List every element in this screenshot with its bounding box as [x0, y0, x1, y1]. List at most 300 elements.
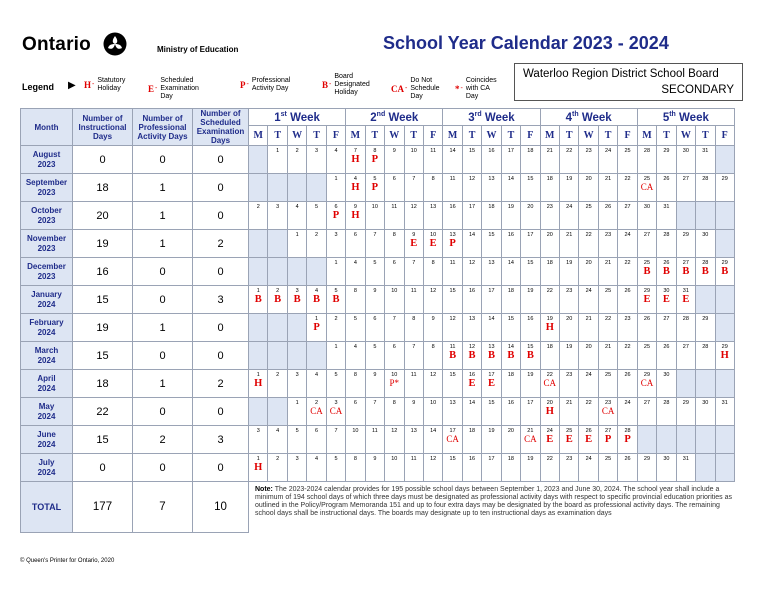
day-number: 12 — [449, 316, 456, 322]
day-number: 5 — [373, 344, 377, 350]
day-number: 12 — [430, 288, 437, 294]
day-number: 3 — [295, 456, 299, 462]
day-number: 25 — [643, 176, 651, 182]
month-name — [21, 314, 73, 342]
empty-day — [715, 370, 734, 398]
calendar-day — [443, 454, 462, 482]
day-number: 12 — [430, 456, 437, 462]
calendar-day — [385, 146, 404, 174]
calendar-day — [501, 342, 520, 370]
calendar-day — [249, 202, 268, 230]
calendar-day — [423, 398, 442, 426]
day-number: 30 — [702, 400, 709, 406]
calendar-day — [657, 258, 676, 286]
day-number: 1 — [295, 400, 299, 406]
day-number: 29 — [682, 400, 689, 406]
calendar-day — [365, 454, 384, 482]
calendar-day — [637, 202, 656, 230]
calendar-day — [715, 258, 734, 286]
week-word: Week — [581, 111, 612, 124]
day-number: 31 — [682, 288, 689, 294]
calendar-day — [287, 202, 306, 230]
calendar-day — [501, 286, 520, 314]
legend-code: CA — [391, 84, 404, 94]
empty-day — [268, 230, 287, 258]
weekday-header: W — [676, 126, 695, 146]
day-number: 3 — [334, 400, 338, 406]
calendar-day — [346, 426, 365, 454]
board-info-box — [514, 63, 743, 101]
calendar-day — [598, 454, 617, 482]
day-number: 13 — [468, 316, 476, 322]
legend-item: B - Board Designated Holiday — [322, 73, 370, 96]
day-code: P — [604, 434, 612, 445]
week-header — [249, 109, 346, 126]
week-number: 1 — [274, 111, 281, 124]
calendar-day — [598, 258, 617, 286]
day-count-prof: 0 — [133, 258, 193, 286]
day-count-prof: 1 — [133, 314, 193, 342]
calendar-day — [462, 202, 481, 230]
calendar-day — [657, 230, 676, 258]
day-number: 14 — [449, 148, 456, 154]
calendar-day — [404, 426, 423, 454]
week-suffix: th — [572, 110, 579, 118]
day-code: H — [545, 406, 554, 417]
calendar-day — [443, 286, 462, 314]
month-year: 2023 — [37, 187, 56, 197]
calendar-day — [657, 342, 676, 370]
month-label: April — [37, 373, 56, 383]
day-number: 7 — [412, 176, 416, 182]
day-count-exam: 2 — [193, 230, 249, 258]
month-year: 2024 — [37, 383, 56, 393]
calendar-day — [365, 342, 384, 370]
ontario-wordmark: Ontario — [22, 34, 91, 55]
day-count-instr: 19 — [73, 230, 133, 258]
day-number: 21 — [566, 232, 573, 238]
day-number: 6 — [392, 176, 396, 182]
day-number: 24 — [585, 456, 592, 462]
calendar-day — [715, 174, 734, 202]
day-number: 21 — [585, 316, 592, 322]
column-header — [193, 109, 249, 146]
day-number: 3 — [295, 372, 299, 378]
calendar-day — [579, 454, 598, 482]
day-number: 12 — [410, 204, 417, 210]
calendar-day — [501, 454, 520, 482]
month-row — [21, 454, 735, 482]
day-number: 1 — [334, 176, 338, 182]
day-number: 9 — [373, 288, 377, 294]
day-number: 24 — [624, 232, 631, 238]
day-number: 4 — [315, 372, 319, 378]
month-name — [21, 426, 73, 454]
calendar-day — [462, 258, 481, 286]
day-count-instr: 15 — [73, 342, 133, 370]
calendar-table — [20, 108, 735, 533]
calendar-day — [560, 286, 579, 314]
day-number: 19 — [527, 288, 534, 294]
day-number: 27 — [663, 316, 670, 322]
day-count-prof: 0 — [133, 454, 193, 482]
calendar-day — [482, 426, 501, 454]
day-number: 10 — [430, 400, 437, 406]
day-number: 13 — [410, 428, 417, 434]
empty-day — [268, 314, 287, 342]
calendar-day — [404, 230, 423, 258]
calendar-day — [346, 258, 365, 286]
day-number: 2 — [276, 456, 280, 462]
day-code: H — [351, 154, 360, 165]
calendar-day — [346, 230, 365, 258]
calendar-day — [326, 230, 345, 258]
day-number: 10 — [371, 204, 378, 210]
day-number: 5 — [315, 204, 319, 210]
empty-day — [657, 426, 676, 454]
day-code: B — [526, 350, 534, 361]
column-header-label: Month — [34, 122, 59, 132]
day-count-exam: 2 — [193, 370, 249, 398]
day-number: 23 — [605, 232, 612, 238]
day-code: E — [429, 238, 437, 249]
calendar-day — [501, 230, 520, 258]
day-code: B — [507, 350, 515, 361]
day-number: 18 — [488, 204, 495, 210]
legend-arrow-icon: ▶ — [68, 80, 76, 91]
day-number: 8 — [353, 288, 357, 294]
legend-text: Board Designated Holiday — [334, 73, 370, 96]
calendar-day — [326, 314, 345, 342]
calendar-day — [579, 174, 598, 202]
calendar-day — [618, 342, 637, 370]
day-number: 30 — [702, 232, 709, 238]
weekday-header: M — [249, 126, 268, 146]
day-number: 8 — [431, 260, 435, 266]
calendar-day — [268, 202, 287, 230]
calendar-day — [385, 202, 404, 230]
day-number: 3 — [256, 428, 260, 434]
month-label: January — [31, 289, 62, 299]
day-number: 16 — [468, 372, 476, 378]
calendar-day — [579, 314, 598, 342]
calendar-day — [482, 230, 501, 258]
day-code: B — [254, 294, 262, 305]
calendar-day — [365, 230, 384, 258]
calendar-day — [346, 454, 365, 482]
day-number: 29 — [643, 372, 651, 378]
empty-day — [696, 454, 715, 482]
day-code: H — [720, 350, 729, 361]
calendar-day — [637, 370, 656, 398]
month-row — [21, 286, 735, 314]
day-number: 14 — [507, 344, 514, 350]
day-number: 13 — [430, 204, 437, 210]
calendar-day — [560, 454, 579, 482]
day-number: 11 — [410, 372, 417, 378]
day-code: E — [565, 434, 573, 445]
calendar-day — [423, 314, 442, 342]
calendar-day — [287, 370, 306, 398]
day-number: 16 — [507, 232, 514, 238]
calendar-day — [540, 202, 559, 230]
day-number: 6 — [315, 428, 319, 434]
day-count-instr: 18 — [73, 370, 133, 398]
day-number: 15 — [527, 344, 534, 350]
day-number: 9 — [392, 148, 396, 154]
day-number: 7 — [334, 428, 338, 434]
day-code: P — [449, 238, 456, 249]
day-number: 22 — [585, 400, 592, 406]
day-number: 24 — [566, 204, 573, 210]
calendar-day — [598, 314, 617, 342]
day-number: 8 — [353, 456, 357, 462]
day-number: 21 — [605, 344, 612, 350]
day-number: 21 — [546, 148, 553, 154]
calendar-day — [521, 370, 540, 398]
calendar-day — [657, 454, 676, 482]
day-number: 20 — [546, 400, 553, 406]
day-number: 26 — [605, 204, 612, 210]
week-header — [540, 109, 637, 126]
day-number: 26 — [663, 176, 670, 182]
day-number: 29 — [643, 456, 651, 462]
day-code: B — [662, 266, 670, 277]
calendar-day — [501, 202, 520, 230]
calendar-day — [423, 454, 442, 482]
day-number: 4 — [353, 176, 357, 182]
calendar-day — [443, 230, 462, 258]
day-number: 23 — [605, 400, 612, 406]
calendar-day — [482, 314, 501, 342]
day-number: 21 — [566, 400, 573, 406]
legend-code: E — [148, 84, 155, 94]
day-number: 5 — [295, 428, 299, 434]
calendar-day — [462, 174, 481, 202]
day-number: 10 — [391, 288, 398, 294]
empty-day — [307, 342, 326, 370]
day-number: 8 — [392, 232, 396, 238]
calendar-day — [482, 202, 501, 230]
day-number: 3 — [334, 232, 338, 238]
calendar-day — [540, 146, 559, 174]
empty-day — [287, 342, 306, 370]
calendar-day — [696, 398, 715, 426]
day-number: 8 — [412, 316, 416, 322]
day-count-instr: 15 — [73, 426, 133, 454]
calendar-day — [637, 174, 656, 202]
month-year: 2023 — [37, 215, 56, 225]
month-name — [21, 454, 73, 482]
calendar-day — [482, 398, 501, 426]
day-number: 8 — [431, 176, 435, 182]
day-number: 31 — [682, 456, 689, 462]
month-label: November — [26, 233, 67, 243]
calendar-day — [560, 174, 579, 202]
day-number: 26 — [643, 316, 651, 322]
weekday-header: W — [385, 126, 404, 146]
day-number: 30 — [663, 288, 670, 294]
day-number: 10 — [391, 372, 398, 378]
calendar-day — [657, 398, 676, 426]
calendar-day — [598, 230, 617, 258]
month-name — [21, 230, 73, 258]
weekday-header: M — [637, 126, 656, 146]
weekday-header: W — [579, 126, 598, 146]
empty-day — [676, 370, 695, 398]
calendar-day — [307, 398, 326, 426]
empty-day — [696, 426, 715, 454]
day-number: 19 — [566, 344, 573, 350]
day-number: 11 — [410, 288, 417, 294]
day-number: 7 — [412, 260, 416, 266]
day-number: 18 — [546, 176, 553, 182]
calendar-day — [598, 202, 617, 230]
calendar-day — [307, 370, 326, 398]
day-number: 18 — [468, 428, 476, 434]
day-number: 26 — [663, 260, 670, 266]
calendar-day — [521, 314, 540, 342]
empty-day — [268, 342, 287, 370]
calendar-day — [696, 258, 715, 286]
day-number: 16 — [468, 456, 476, 462]
day-count-exam: 0 — [193, 314, 249, 342]
calendar-day — [404, 398, 423, 426]
day-count-instr: 16 — [73, 258, 133, 286]
day-number: 18 — [546, 344, 553, 350]
weekday-header: T — [307, 126, 326, 146]
day-number: 16 — [527, 316, 534, 322]
calendar-day — [560, 398, 579, 426]
calendar-day — [618, 426, 637, 454]
weekday-header: T — [365, 126, 384, 146]
day-number: 19 — [566, 176, 573, 182]
calendar-day — [482, 342, 501, 370]
day-number: 3 — [276, 204, 280, 210]
calendar-day — [560, 342, 579, 370]
day-number: 9 — [353, 204, 357, 210]
month-row — [21, 314, 735, 342]
day-number: 17 — [507, 148, 514, 154]
calendar-day — [501, 398, 520, 426]
calendar-day — [365, 314, 384, 342]
calendar-day — [618, 454, 637, 482]
day-code: E — [546, 434, 554, 445]
calendar-day — [521, 202, 540, 230]
day-code: E — [468, 378, 476, 389]
calendar-day — [579, 146, 598, 174]
day-count-prof: 1 — [133, 174, 193, 202]
day-number: 28 — [682, 316, 689, 322]
day-number: 20 — [585, 176, 592, 182]
day-number: 13 — [488, 344, 495, 350]
calendar-day — [385, 426, 404, 454]
day-code: B — [332, 294, 340, 305]
calendar-day — [326, 174, 345, 202]
month-name — [21, 146, 73, 174]
day-code: CA — [524, 434, 537, 444]
day-number: 8 — [431, 344, 435, 350]
calendar-day — [346, 370, 365, 398]
column-header — [21, 109, 73, 146]
day-number: 4 — [315, 288, 319, 294]
note-label: Note: — [255, 486, 273, 493]
day-code: CA — [446, 434, 459, 444]
weekday-header: T — [501, 126, 520, 146]
empty-day — [249, 314, 268, 342]
day-number: 11 — [430, 148, 437, 154]
calendar-day — [287, 426, 306, 454]
empty-day — [715, 314, 734, 342]
day-number: 28 — [624, 428, 631, 434]
calendar-day — [540, 454, 559, 482]
calendar-day — [696, 230, 715, 258]
calendar-day — [637, 146, 656, 174]
month-label: September — [25, 177, 68, 187]
month-label: July — [38, 457, 55, 467]
month-name — [21, 370, 73, 398]
day-number: 5 — [353, 316, 357, 322]
day-code: B — [701, 266, 709, 277]
empty-day — [696, 370, 715, 398]
day-number: 22 — [605, 316, 612, 322]
legend-code: B — [322, 80, 329, 90]
calendar-day — [268, 370, 287, 398]
empty-day — [287, 258, 306, 286]
calendar-day — [385, 398, 404, 426]
day-number: 28 — [702, 344, 709, 350]
day-number: 29 — [663, 148, 670, 154]
calendar-day — [618, 230, 637, 258]
day-number: 24 — [585, 372, 592, 378]
day-number: 12 — [468, 176, 476, 182]
day-number: 14 — [468, 400, 476, 406]
day-number: 27 — [624, 204, 631, 210]
day-number: 18 — [507, 372, 514, 378]
calendar-day — [423, 426, 442, 454]
calendar-day — [696, 174, 715, 202]
week-word: Week — [290, 111, 320, 124]
day-number: 23 — [624, 316, 631, 322]
day-number: 29 — [721, 344, 728, 350]
calendar-day — [598, 426, 617, 454]
day-number: 25 — [605, 372, 612, 378]
day-number: 1 — [256, 372, 260, 378]
calendar-day — [540, 286, 559, 314]
day-code: CA — [310, 406, 323, 416]
day-number: 29 — [721, 176, 728, 182]
calendar-day — [404, 342, 423, 370]
calendar-day — [501, 314, 520, 342]
column-header-label: Number of Scheduled Examination Days — [196, 109, 245, 145]
calendar-day — [268, 454, 287, 482]
week-word: Week — [679, 111, 709, 124]
day-number: 24 — [624, 400, 631, 406]
day-number: 22 — [566, 148, 573, 154]
day-number: 27 — [682, 260, 689, 266]
day-number: 14 — [507, 176, 514, 182]
calendar-day — [560, 426, 579, 454]
day-count-prof: 1 — [133, 230, 193, 258]
weekday-header: T — [657, 126, 676, 146]
legend-text: Professional Activity Day — [251, 77, 291, 92]
day-number: 11 — [371, 428, 378, 434]
calendar-day — [676, 454, 695, 482]
day-number: 5 — [373, 176, 377, 182]
day-count-instr: 15 — [73, 286, 133, 314]
calendar-day — [346, 342, 365, 370]
calendar-day — [462, 230, 481, 258]
